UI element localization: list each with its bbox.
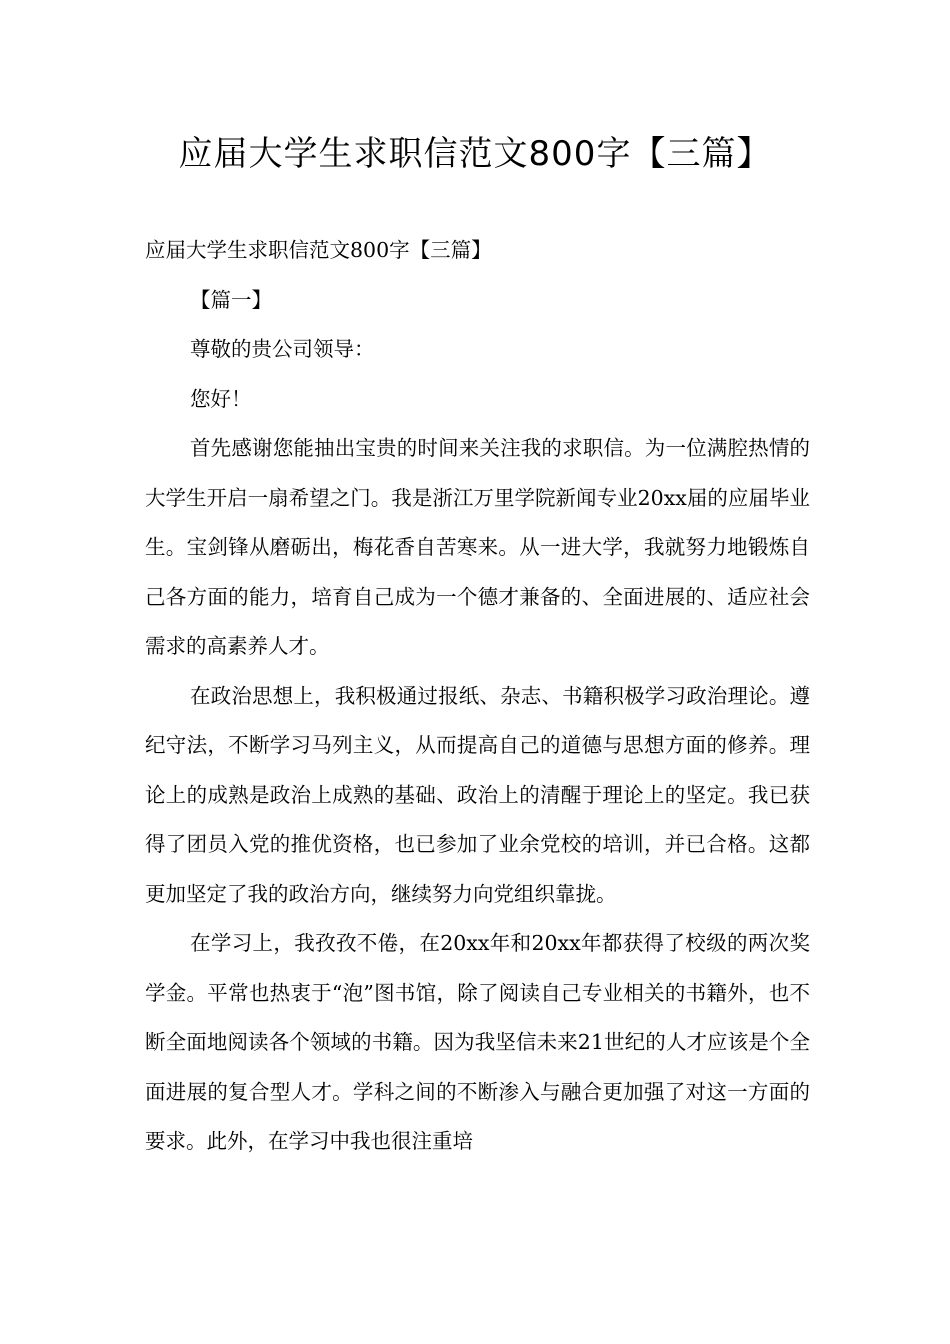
body-heading-line: 应届大学生求职信范文800字【三篇】: [145, 238, 492, 262]
paragraph-political-thought: 在政治思想上，我积极通过报纸、杂志、书籍积极学习政治理论。遵纪守法，不断学习马列主义，从而提高自己的道德与思想方面的修养。理论上的成熟是政治上成熟的基础、政治上的清醒于理论上的坚定。我已获得了团员入党的推优资格，也已参加了业余党校的培训，并已合格。这都更加坚定了我的政治方向，继续努力向党组织靠拢。: [145, 683, 810, 906]
greeting: 您好！: [190, 386, 252, 411]
section-label: 【篇一】: [190, 287, 272, 312]
document-title: 应届大学生求职信范文800字【三篇】: [178, 134, 772, 174]
salutation: 尊敬的贵公司领导：: [190, 337, 375, 361]
paragraph-study: 在学习上，我孜孜不倦，在20xx年和20xx年都获得了校级的两次奖学金。平常也热衷于“泡”图书馆，除了阅读自己专业相关的书籍外，也不断全面地阅读各个领域的书籍。因为我坚信未来21世纪的人才应该是个全面进展的复合型人才。学科之间的不断渗入与融合更加强了对这一方面的要求。此外，在学习中我也很注重培: [145, 931, 810, 1153]
document-body: [145, 226, 810, 1167]
paragraph-introduction: 首先感谢您能抽出宝贵的时间来关注我的求职信。为一位满腔热情的大学生开启一扇希望之门。我是浙江万里学院新闻专业20xx届的应届毕业生。宝剑锋从磨砺出，梅花香自苦寒来。从一进大学，我就努力地锻炼自己各方面的能力，培育自己成为一个德才兼备的、全面进展的、适应社会需求的高素养人才。: [145, 436, 810, 658]
